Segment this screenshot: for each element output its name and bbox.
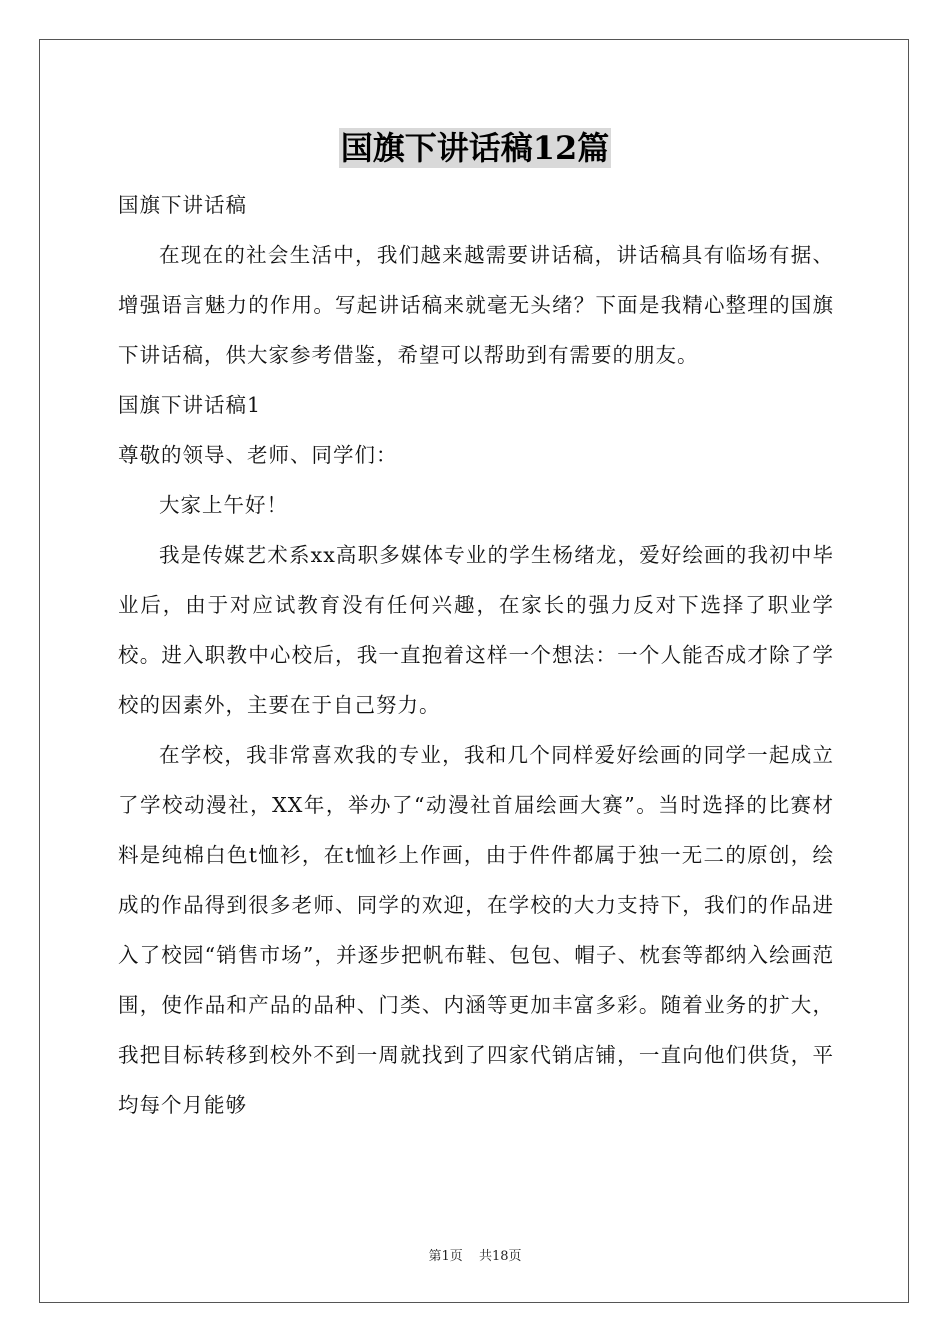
page-number: 第1页 — [428, 1249, 463, 1264]
paragraph-body-1: 我是传媒艺术系xx高职多媒体专业的学生杨绪龙，爱好绘画的我初中毕业后，由于对应试教育没有任何兴趣，在家长的强力反对下选择了职业学校。进入职教中心校后，我一直抱着这样一个想法：一个人能否成才除了学校的因素外，主要在于自己努力。 — [118, 543, 834, 717]
paragraph-section-title: 国旗下讲话稿1 — [118, 393, 262, 417]
paragraph-intro: 在现在的社会生活中，我们越来越需要讲话稿，讲话稿具有临场有据、增强语言魅力的作用。写起讲话稿来就毫无头绪？下面是我精心整理的国旗下讲话稿，供大家参考借鉴，希望可以帮助到有需要的朋友。 — [118, 243, 834, 367]
document-body — [118, 180, 834, 1130]
document-title: 国旗下讲话稿12篇 — [340, 129, 610, 167]
page-footer — [0, 1245, 950, 1264]
title-container — [0, 128, 950, 168]
page-total: 共18页 — [478, 1249, 522, 1264]
paragraph-heading: 国旗下讲话稿 — [118, 193, 247, 217]
paragraph-body-2: 在学校，我非常喜欢我的专业，我和几个同样爱好绘画的同学一起成立了学校动漫社，XX年，举办了“动漫社首届绘画大赛”。当时选择的比赛材料是纯棉白色t恤衫，在t恤衫上作画，由于件件都属于独一无二的原创，绘成的作品得到很多老师、同学的欢迎，在学校的大力支持下，我们的作品进入了校园“销售市场”，并逐步把帆布鞋、包包、帽子、枕套等都纳入绘画范围，使作品和产品的品种、门类、内涵等更加丰富多彩。随着业务的扩大，我把目标转移到校外不到一周就找到了四家代销店铺，一直向他们供货，平均每个月能够 — [118, 743, 834, 1117]
paragraph-greeting: 大家上午好！ — [159, 493, 288, 517]
paragraph-salutation: 尊敬的领导、老师、同学们： — [118, 443, 398, 467]
